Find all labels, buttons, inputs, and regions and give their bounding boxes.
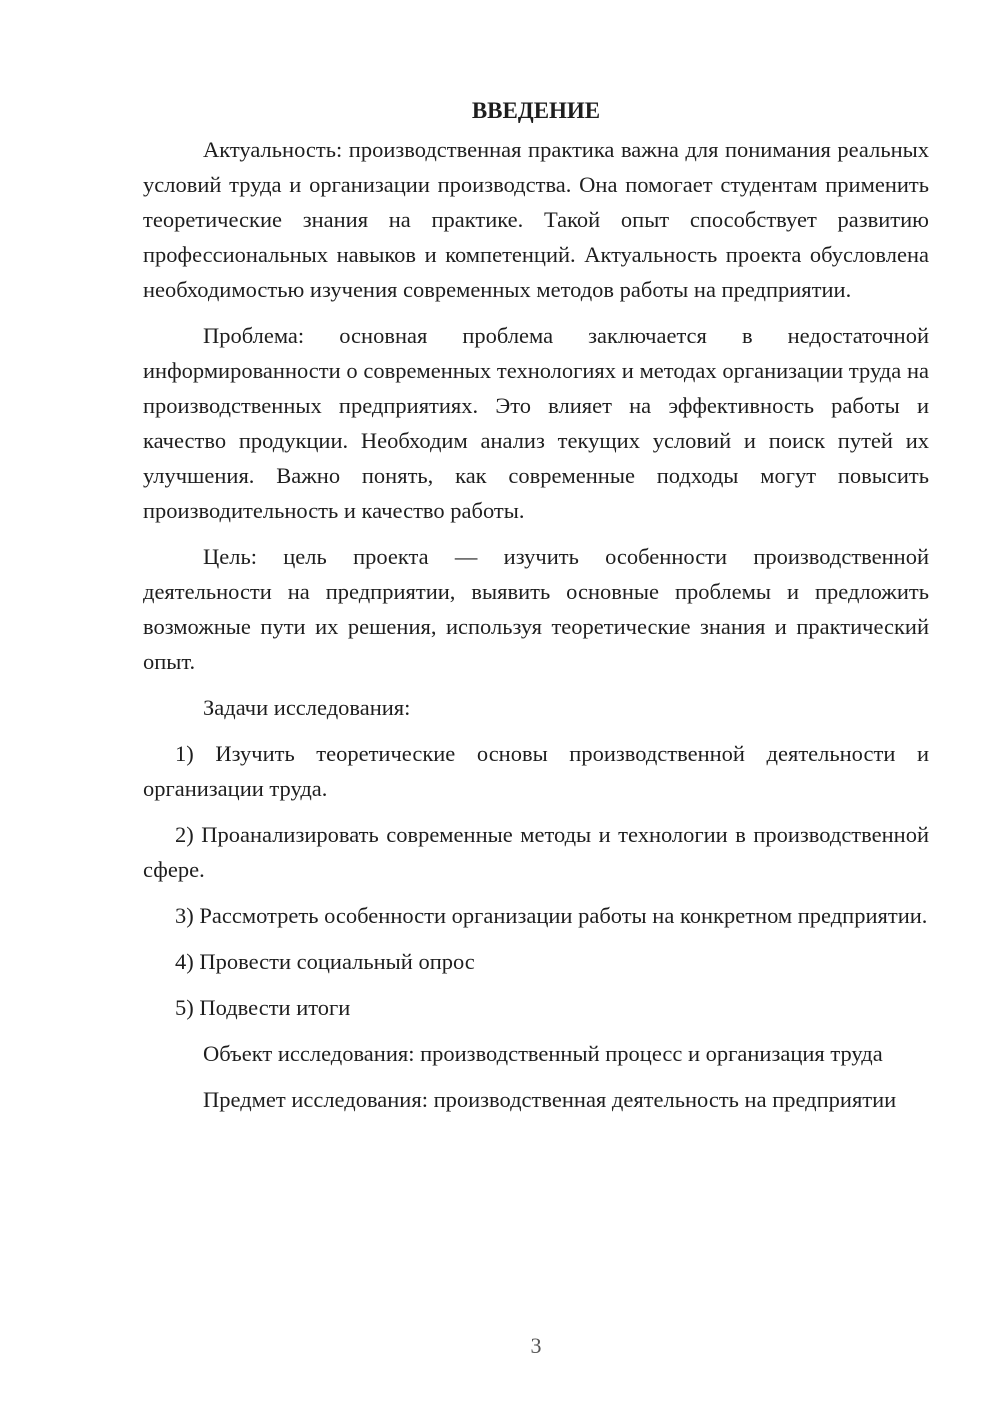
paragraph-subject: Предмет исследования: производственная деятельность на предприятии [203, 1087, 897, 1112]
task-item-5: 5) Подвести итоги [175, 995, 351, 1020]
task-item-4: 4) Провести социальный опрос [175, 949, 475, 974]
document-page [143, 93, 929, 1117]
task-item-1: 1) Изучить теоретические основы производственной деятельности и организации труда. [143, 741, 929, 801]
paragraph-goal: Цель: цель проекта — изучить особенности производственной деятельности на предприятии, выявить основные проблемы и предложить возможные пути их решения, используя теоретические знания и практический опыт. [143, 544, 929, 674]
page-number: 3 [530, 1333, 542, 1358]
task-item-3: 3) Рассмотреть особенности организации работы на конкретном предприятии. [175, 903, 928, 928]
paragraph-problem: Проблема: основная проблема заключается в недостаточной информированности о современных технологиях и методах организации труда на производственных предприятиях. Это влияет на эффективность работы и качество продукции. Необходим анализ текущих условий и поиск путей их улучшения. Важно понять, как современные подходы могут повысить производительность и качество работы. [143, 323, 929, 523]
paragraph-relevance: Актуальность: производственная практика важна для понимания реальных условий труда и организации производства. Она помогает студентам применить теоретические знания на практике. Такой опыт способствует развитию профессиональных навыков и компетенций. Актуальность проекта обусловлена необходимостью изучения современных методов работы на предприятии. [143, 137, 929, 302]
task-item-2: 2) Проанализировать современные методы и технологии в производственной сфере. [143, 822, 929, 882]
tasks-heading: Задачи исследования: [203, 695, 411, 720]
section-title: ВВЕДЕНИЕ [471, 98, 601, 123]
paragraph-object: Объект исследования: производственный процесс и организация труда [203, 1041, 883, 1066]
